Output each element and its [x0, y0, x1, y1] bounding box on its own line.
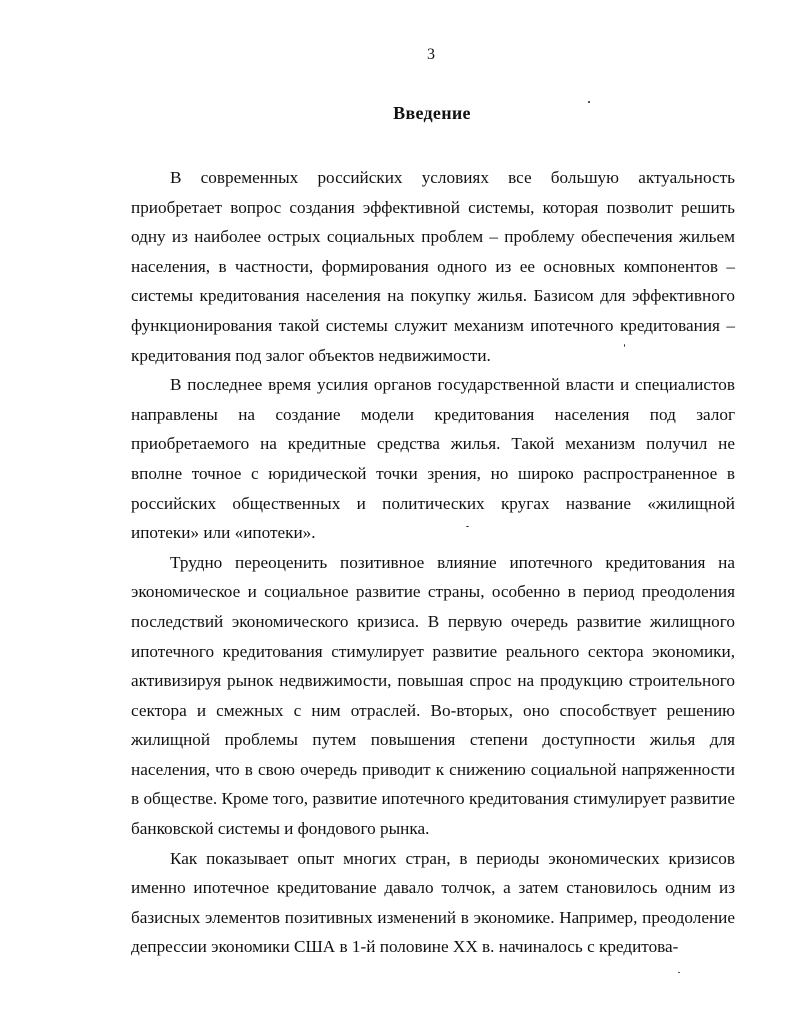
paragraph-4: Как показывает опыт многих стран, в периоды экономических кризисов именно ипотечное кредитование давало толчок, а затем становилось одним из базисных элементов позитивных изменений в экономике. Например, преодоление депрессии экономики США в 1-й половине XX в. начиналось с кредитова-	[131, 848, 735, 957]
paragraph-1: В современных российских условиях все большую актуальность приобретает вопрос создания эффективной системы, которая позволит решить одну из наиболее острых социальных проблем – проблему обеспечения жильем населения, в частности, формирования одного из ее основных компонентов – системы кредитования населения на покупку жилья. Базисом для эффективного функционирования такой системы служит механизм ипотечного кредитования – кредитования под залог объектов недвижимости.	[131, 168, 735, 365]
paragraph-2: В последнее время усилия органов государственной власти и специалистов направлены на создание модели кредитования населения под залог приобретаемого на кредитные средства жилья. Такой механизм получил не вполне точное с юридической точки зрения, но широко распространенное в российских общественных и политических кругах название «жилищной ипотеки» или «ипотеки».	[131, 375, 735, 543]
document-body	[131, 163, 735, 962]
scan-speck	[624, 344, 625, 347]
paragraph-3: Трудно переоценить позитивное влияние ипотечного кредитования на экономическое и социальное развитие страны, особенно в период преодоления последствий экономического кризиса. В первую очередь развитие жилищного ипотечного кредитования стимулирует развитие реального сектора экономики, активизируя рынок недвижимости, повышая спрос на продукцию строительного сектора и смежных с ним отраслей. Во-вторых, оно способствует решению жилищной проблемы путем повышения степени доступности жилья для населения, что в свою очередь приводит к снижению социальной напряженности в обществе. Кроме того, развитие ипотечного кредитования стимулирует развитие банковской системы и фондового рынка.	[131, 552, 735, 839]
scan-speck	[678, 972, 680, 973]
scan-speck	[588, 101, 590, 103]
page-title: Введение	[393, 103, 471, 123]
page-number: 3	[427, 46, 435, 63]
scan-speck	[466, 526, 469, 527]
